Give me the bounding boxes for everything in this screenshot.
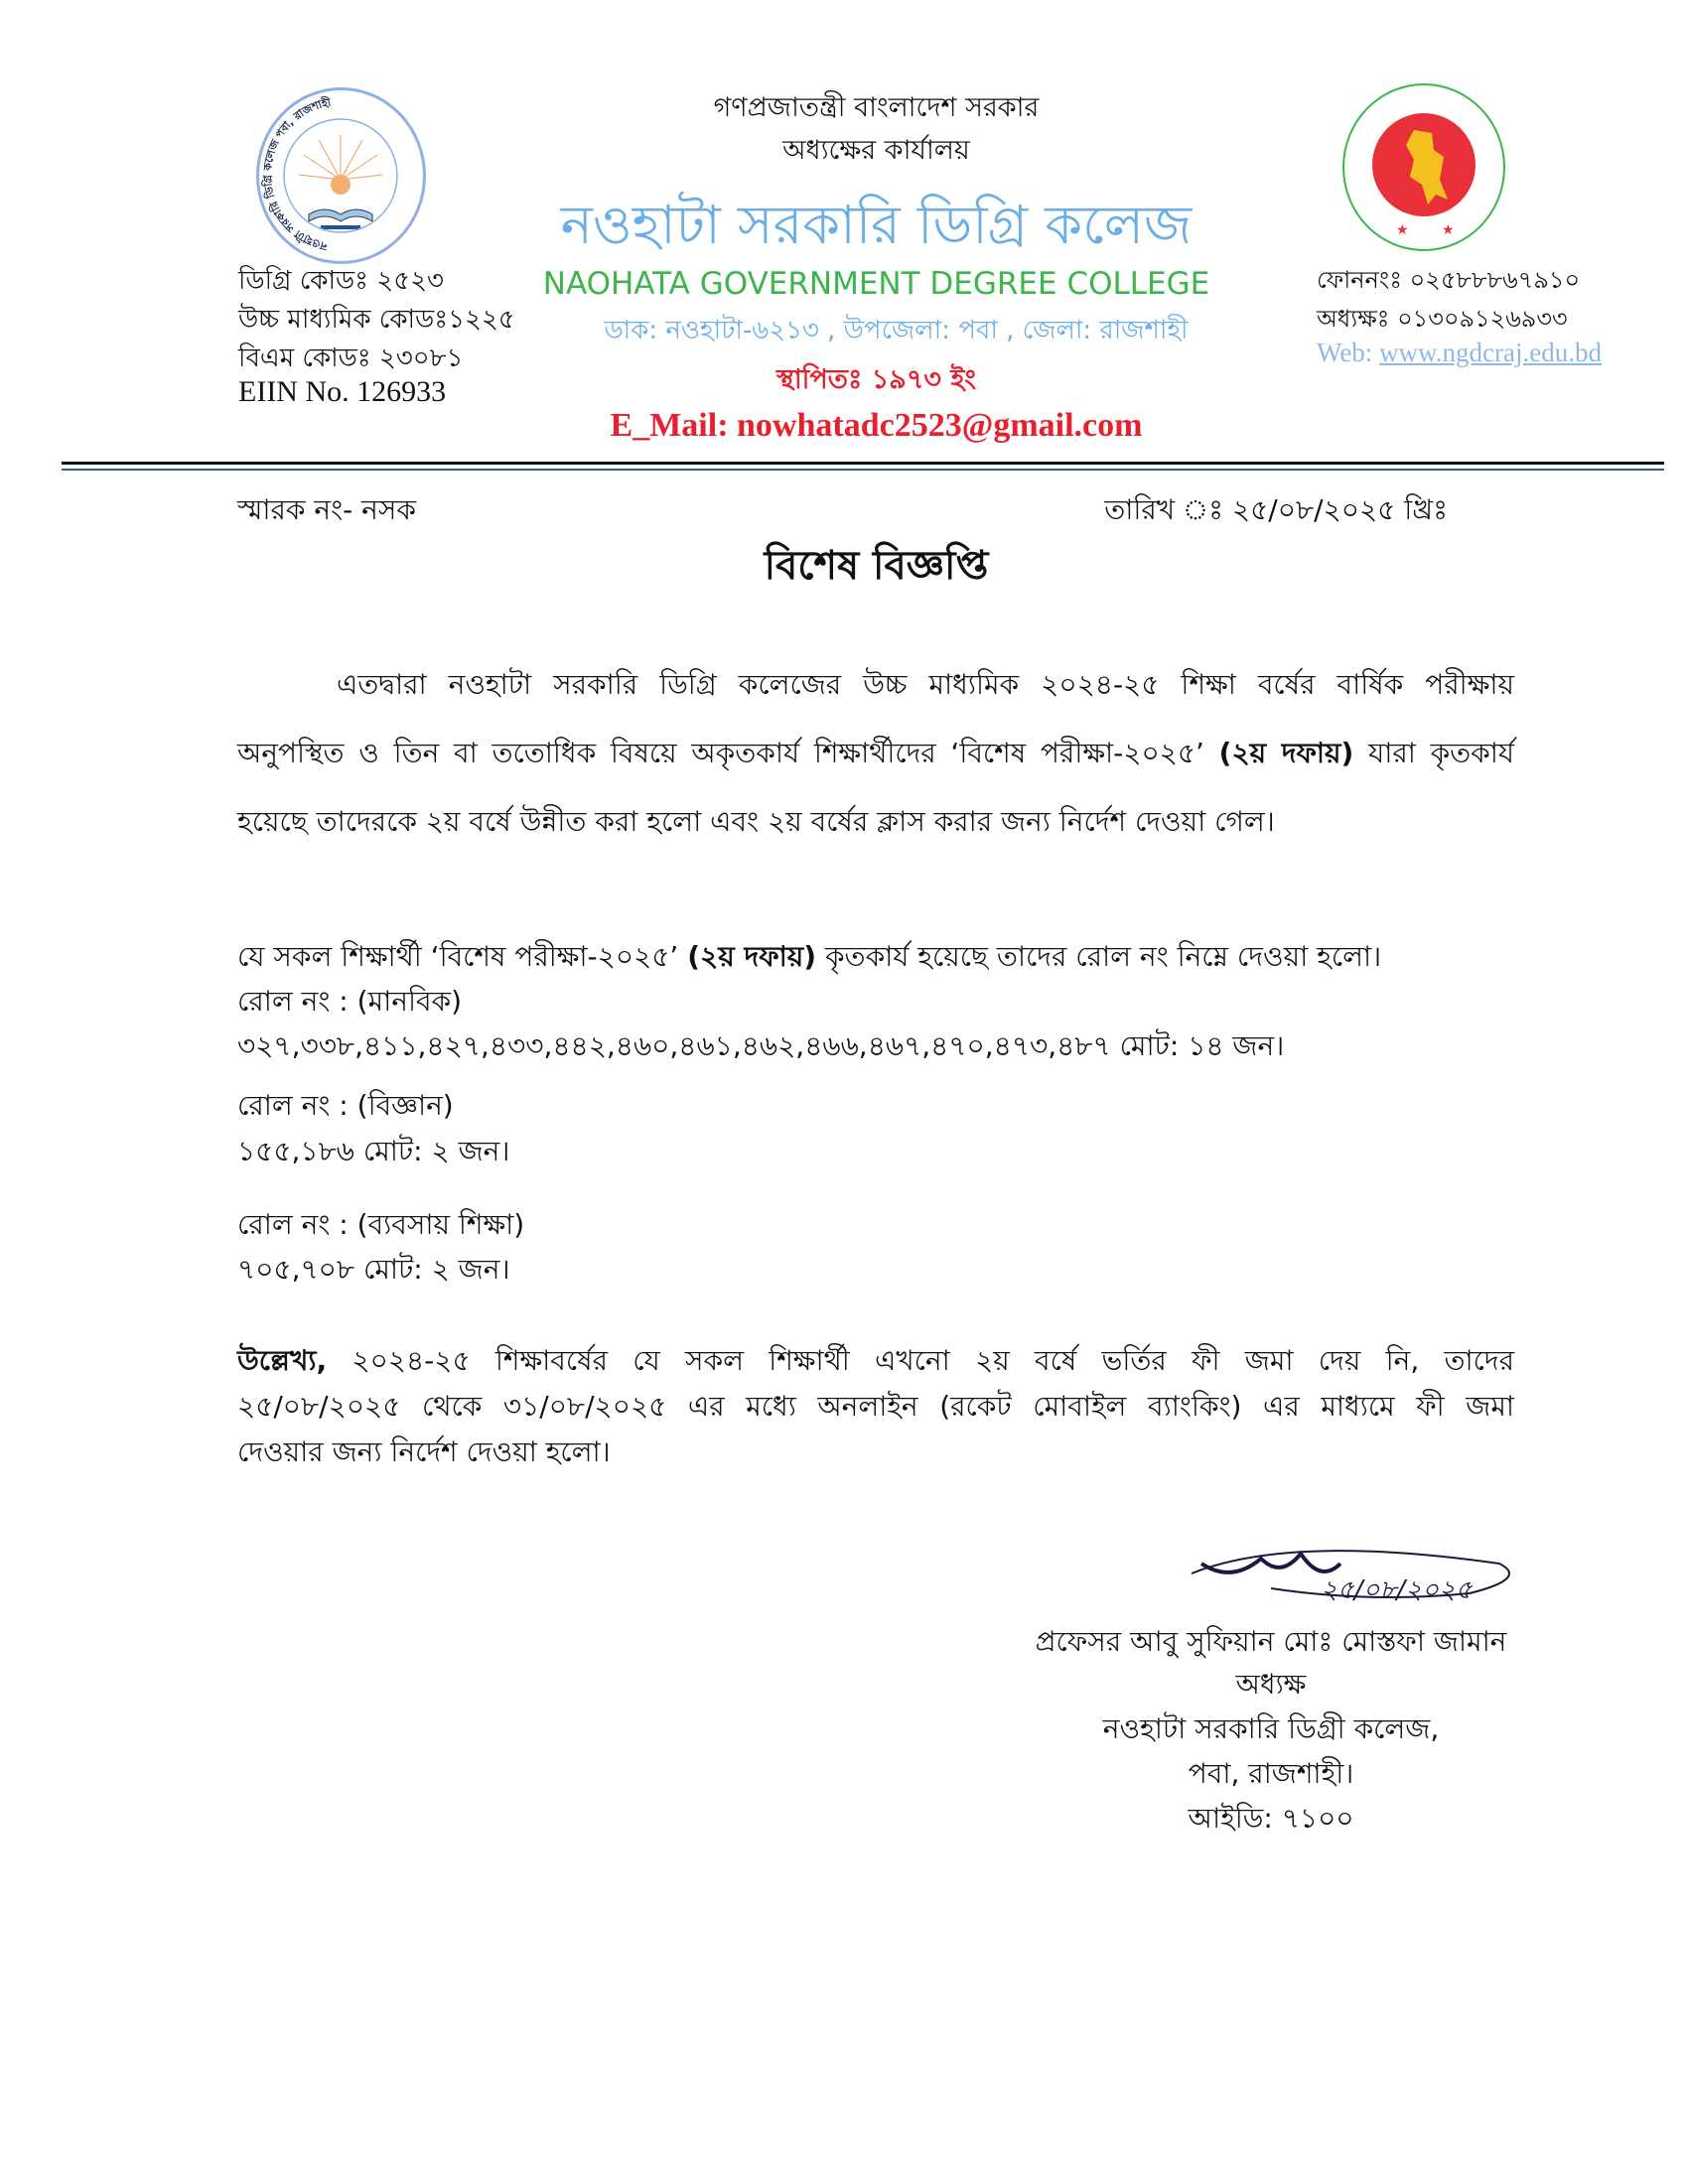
college-name-en: NAOHATA GOVERNMENT DEGREE COLLEGE [542,266,1210,302]
notice-title: বিশেষ বিজ্ঞপ্তি [764,543,989,589]
header-divider-thin [62,469,1664,471]
text: ২০২৪-২৫ শিক্ষাবর্ষের যে সকল শিক্ষার্থী এখনো ২য় বর্ষে ভর্তির ফী জমা দেয় নি, তাদের [352,1344,1514,1377]
results-intro [237,935,1381,982]
humanities-rolls: ৩২৭,৩৩৮,৪১১,৪২৭,৪৩৩,৪৪২,৪৬০,৪৬১,৪৬২,৪৬৬,৪৬৭,৪৭০,৪৭৩,৪৮৭ মোট: ১৪ জন। [237,1029,1285,1062]
signatory-designation: অধ্যক্ষ [1235,1668,1307,1701]
bm-code: বিএম কোডঃ ২৩০৮১ [238,343,464,373]
eiin-number: EIIN No. 126933 [238,375,447,408]
text: অনুপস্থিত ও তিন বা ততোধিক বিষয়ে অকৃতকার্য শিক্ষার্থীদের ‘বিশেষ পরীক্ষা-২০২৫’ [237,737,1204,769]
web-label: Web: [1317,338,1380,367]
science-rolls: ১৫৫,১৮৬ মোট: ২ জন। [237,1135,510,1167]
website-link[interactable]: www.ngdcraj.edu.bd [1379,338,1602,367]
business-label: রোল নং : (ব্যবসায় শিক্ষা) [237,1208,525,1241]
text: কৃতকার্য হয়েছে তাদের রোল নং নিম্নে দেওয়া হলো। [824,940,1382,973]
principal-phone: অধ্যক্ষঃ ০১৩০৯১২৬৯৩৩ [1317,305,1568,333]
svg-text:★: ★ [1396,222,1409,238]
para1-line1: এতদ্বারা নওহাটা সরকারি ডিগ্রি কলেজের উচ্চ মাধ্যমিক ২০২৪-২৫ শিক্ষা বর্ষের বার্ষিক পরীক্ষায় [337,668,1514,701]
office-line: অধ্যক্ষের কার্যালয় [782,135,970,166]
para1-line2 [237,732,1514,778]
phone-number: ফোননংঃ ০২৫৮৮৮৬৭৯১০ [1317,266,1581,294]
bangladesh-map-seal-icon [1344,85,1503,249]
signature-date: ২৫/০৮/২০২৫ [1321,1575,1473,1605]
text: যারা কৃতকার্য [1368,737,1515,769]
business-rolls: ৭০৫,৭০৮ মোট: ২ জন। [237,1253,510,1286]
signatory-college: নওহাটা সরকারি ডিগ্রী কলেজ, [1102,1712,1440,1745]
signatory-location: পবা, রাজশাহী। [1188,1757,1354,1790]
signatory-id: আইডি: ৭১০০ [1188,1802,1354,1835]
header-divider [62,462,1664,465]
humanities-label: রোল নং : (মানবিক) [237,985,463,1018]
established-year: স্থাপিতঃ ১৯৭৩ ইং [775,364,977,395]
text: যে সকল শিক্ষার্থী ‘বিশেষ পরীক্ষা-২০২৫’ [237,940,679,973]
college-name-bn: নওহাটা সরকারি ডিগ্রি কলেজ [560,194,1193,256]
round-label: (২য় দফায়) [1218,737,1354,769]
signatory-name: প্রফেসর আবু সুফিয়ান মোঃ মোস্তফা জামান [1035,1625,1507,1658]
college-address: ডাক: নওহাটা-৬২১৩ , উপজেলা: পবা , জেলা: রাজশাহী [604,316,1189,345]
note-lead: উল্লেখ্য, [237,1344,328,1377]
note-line1 [237,1339,1514,1386]
degree-code: ডিগ্রি কোডঃ ২৫২৩ [238,266,444,296]
svg-text:★: ★ [1442,222,1455,238]
note-line2: ২৫/০৮/২০২৫ থেকে ৩১/০৮/২০২৫ এর মধ্যে অনলাইন (রকেট মোবাইল ব্যাংকিং) এর মাধ্যমে ফী জমা [237,1390,1514,1423]
website [1317,338,1602,368]
handwritten-signature [1172,1534,1549,1623]
memo-number: স্মারক নং- নসক [237,493,416,526]
logo-ring-textpath: নওহাটা সরকারি ডিগ্রি কলেজ পবা, রাজশাহী [260,95,333,253]
science-label: রোল নং : (বিজ্ঞান) [237,1089,454,1122]
government-line: গণপ্রজাতন্ত্রী বাংলাদেশ সরকার [713,92,1040,123]
para1-line3: হয়েছে তাদেরকে ২য় বর্ষে উন্নীত করা হলো এবং ২য় বর্ষের ক্লাস করার জন্য নির্দেশ দেওয়া গেল। [237,805,1275,838]
round-label: (২য় দফায়) [687,940,817,973]
hsc-code: উচ্চ মাধ্যমিক কোডঃ১২২৫ [238,305,515,335]
notice-date: তারিখ ঃ ২৫/০৮/২০২৫ খ্রিঃ [1104,493,1448,526]
note-line3: দেওয়ার জন্য নির্দেশ দেওয়া হলো। [237,1435,611,1468]
government-seal [1342,83,1505,251]
college-email: E_Mail: nowhatadc2523@gmail.com [610,407,1143,444]
